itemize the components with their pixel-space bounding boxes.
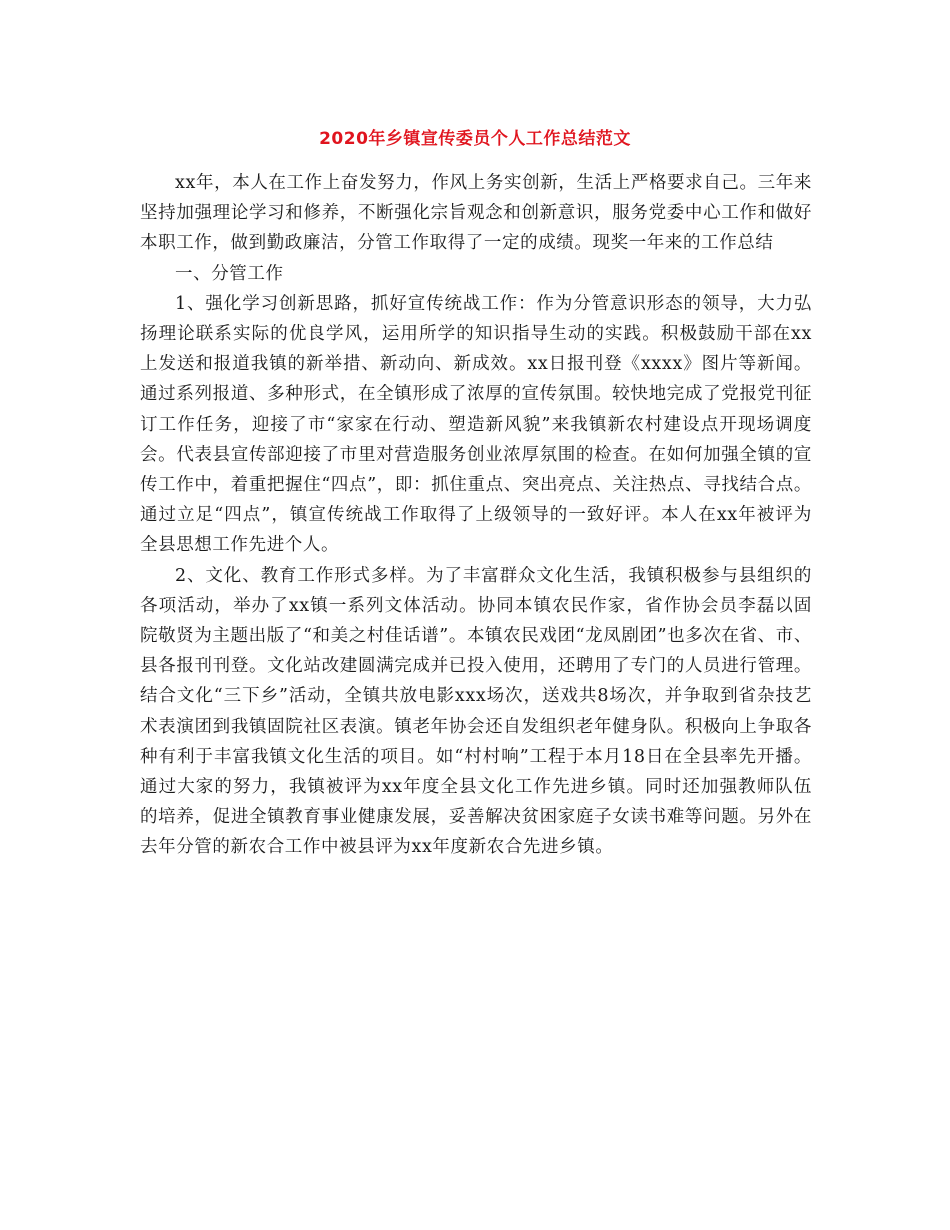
- paragraph-item-2: 2、文化、教育工作形式多样。为了丰富群众文化生活，我镇积极参与县组织的各项活动，举办了xx镇一系列文体活动。协同本镇农民作家，省作协会员李磊以固院敬贤为主题出版了“和美之村佳话谱”。本镇农民戏团“龙凤剧团”也多次在省、市、县各报刊刊登。文化站改建圆满完成并已投入使用，还聘用了专门的人员进行管理。结合文化“三下乡”活动，全镇共放电影xxx场次，送戏共8场次，并争取到省杂技艺术表演团到我镇固院社区表演。镇老年协会还自发组织老年健身队。积极向上争取各种有利于丰富我镇文化生活的项目。如“村村响”工程于本月18日在全县率先开播。通过大家的努力，我镇被评为xx年度全县文化工作先进乡镇。同时还加强教师队伍的培养，促进全镇教育事业健康发展，妥善解决贫困家庭子女读书难等问题。另外在去年分管的新农合工作中被县评为xx年度新农合先进乡镇。: [140, 565, 812, 858]
- document-body: [140, 168, 812, 863]
- section-heading: 一、分管工作: [175, 263, 284, 284]
- paragraph-intro: xx年，本人在工作上奋发努力，作风上务实创新，生活上严格要求自己。三年来坚持加强理论学习和修养，不断强化宗旨观念和创新意识，服务党委中心工作和做好本职工作，做到勤政廉洁，分管工作取得了一定的成绩。现奖一年来的工作总结: [140, 173, 812, 254]
- paragraph-item-1: 1、强化学习创新思路，抓好宣传统战工作：作为分管意识形态的领导，大力弘扬理论联系实际的优良学风，运用所学的知识指导生动的实践。积极鼓励干部在xx上发送和报道我镇的新举措、新动向、新成效。xx日报刊登《xxxx》图片等新闻。通过系列报道、多种形式，在全镇形成了浓厚的宣传氛围。较快地完成了党报党刊征订工作任务，迎接了市“家家在行动、塑造新风貌”来我镇新农村建设点开现场调度会。代表县宣传部迎接了市里对营造服务创业浓厚氛围的检查。在如何加强全镇的宣传工作中，着重把握住“四点”，即：抓住重点、突出亮点、关注热点、寻找结合点。通过立足“四点”，镇宣传统战工作取得了上级领导的一致好评。本人在xx年被评为全县思想工作先进个人。: [140, 293, 812, 556]
- page-title: 2020年乡镇宣传委员个人工作总结范文: [319, 129, 631, 149]
